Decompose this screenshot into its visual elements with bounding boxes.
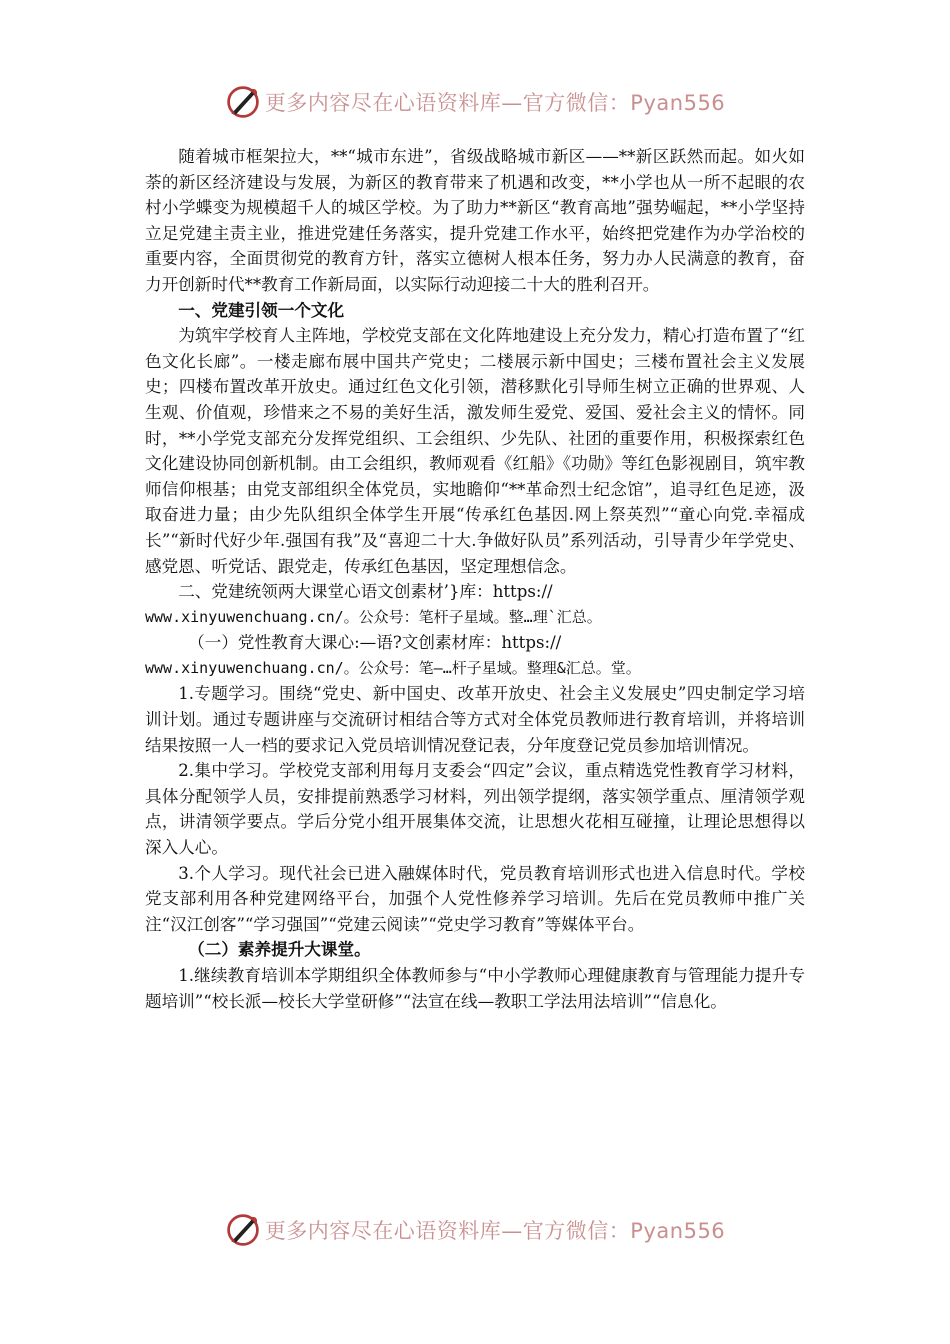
subheading-party-education-line2: www.xinyuwenchuang.cn/。公众号：笔—…杆子星域。整理&汇总。堂。 <box>145 658 641 677</box>
item-personal-study: 3.个人学习。现代社会已进入融媒体时代，党员教育培训形式也进入信息时代。学校党支部利用各种党建网络平台，加强个人党性修养学习培训。先后在党员教师中推广关注“汉江创客”“学习强国”“党建云阅读”“党史学习教育”等媒体平台。 <box>145 863 805 934</box>
header-banner <box>0 80 950 124</box>
culture-paragraph: 为筑牢学校育人主阵地，学校党支部在文化阵地建设上充分发力，精心打造布置了“红色文化长廊”。一楼走廊布展中国共产党史；二楼展示新中国史；三楼布置社会主义发展史；四楼布置改革开放史。通过红色文化引领，潜移默化引导师生树立正确的世界观、人生观、价值观，珍惜来之不易的美好生活，激发师生爱党、爱国、爱社会主义的情怀。同时，**小学党支部充分发挥党组织、工会组织、少先队、社团的重要作用，积极探索红色文化建设协同创新机制。由工会组织，教师观看《红船》《功勋》等红色影视剧目，筑牢教师信仰根基；由党支部组织全体党员，实地瞻仰“**革命烈士纪念馆”，追寻红色足迹，汲取奋进力量；由少先队组织全体学生开展“传承红色基因.网上祭英烈”“童心向党.幸福成长”“新时代好少年.强国有我”及“喜迎二十大.争做好队员”系列活动，引导青少年学党史、感党恩、听党话、跟党走，传承红色基因，坚定理想信念。 <box>145 326 805 576</box>
item-continuing-education: 1.继续教育培训本学期组织全体教师参与“中小学教师心理健康教育与管理能力提升专题培训”“校长派—校长大学堂研修”“法宣在线—教职工学法用法培训”“信息化。 <box>145 966 805 1011</box>
subheading-quality-improvement: （二）素养提升大课堂。 <box>188 939 371 960</box>
quill-pen-logo-icon <box>225 1212 261 1248</box>
article-body <box>145 144 805 1014</box>
quill-pen-logo-icon <box>225 84 261 120</box>
intro-paragraph: 随着城市框架拉大，**“城市东进”，省级战略城市新区——**新区跃然而起。如火如荼的新区经济建设与发展，为新区的教育带来了机遇和改变，**小学也从一所不起眼的农村小学蝶变为规模超千人的城区学校。为了助力**新区“教育高地”强势崛起，**小学坚持立足党建主责主业，推进党建任务落实，提升党建工作水平，始终把党建作为办学治校的重要内容，全面贯彻党的教育方针，落实立德树人根本任务，努力办人民满意的教育，奋力开创新时代**教育工作新局面，以实际行动迎接二十大的胜利召开。 <box>145 147 805 294</box>
footer-banner <box>0 1208 950 1252</box>
banner-text: 更多内容尽在心语资料库—官方微信：Pyan556 <box>264 1219 726 1243</box>
subheading-party-education-line1: （一）党性教育大课心:—语?文创素材库：https:// <box>188 633 562 653</box>
item-group-study: 2.集中学习。学校党支部利用每月支委会“四定”会议，重点精选党性教育学习材料，具体分配领学人员，安排提前熟悉学习材料，列出领学提纲，落实领学重点、厘清领学观点，讲清领学要点。学后分党小组开展集体交流，让思想火花相互碰撞，让理论思想得以深入人心。 <box>145 761 805 858</box>
banner-text: 更多内容尽在心语资料库—官方微信：Pyan556 <box>264 91 726 115</box>
item-topic-study: 1.专题学习。围绕“党史、新中国史、改革开放史、社会主义发展史”四史制定学习培训计划。通过专题讲座与交流研讨相结合等方式对全体党员教师进行教育培训，并将培训结果按照一人一档的要求记入党员培训情况登记表，分年度登记党员参加培训情况。 <box>145 684 805 755</box>
section-heading-classrooms-line2: www.xinyuwenchuang.cn/。公众号：笔杆子星域。整…理`汇总。 <box>145 607 602 626</box>
section-heading-culture: 一、党建引领一个文化 <box>178 299 345 320</box>
section-heading-classrooms-line1: 二、党建统领两大课堂心语文创素材’}库：https:// <box>178 582 553 602</box>
